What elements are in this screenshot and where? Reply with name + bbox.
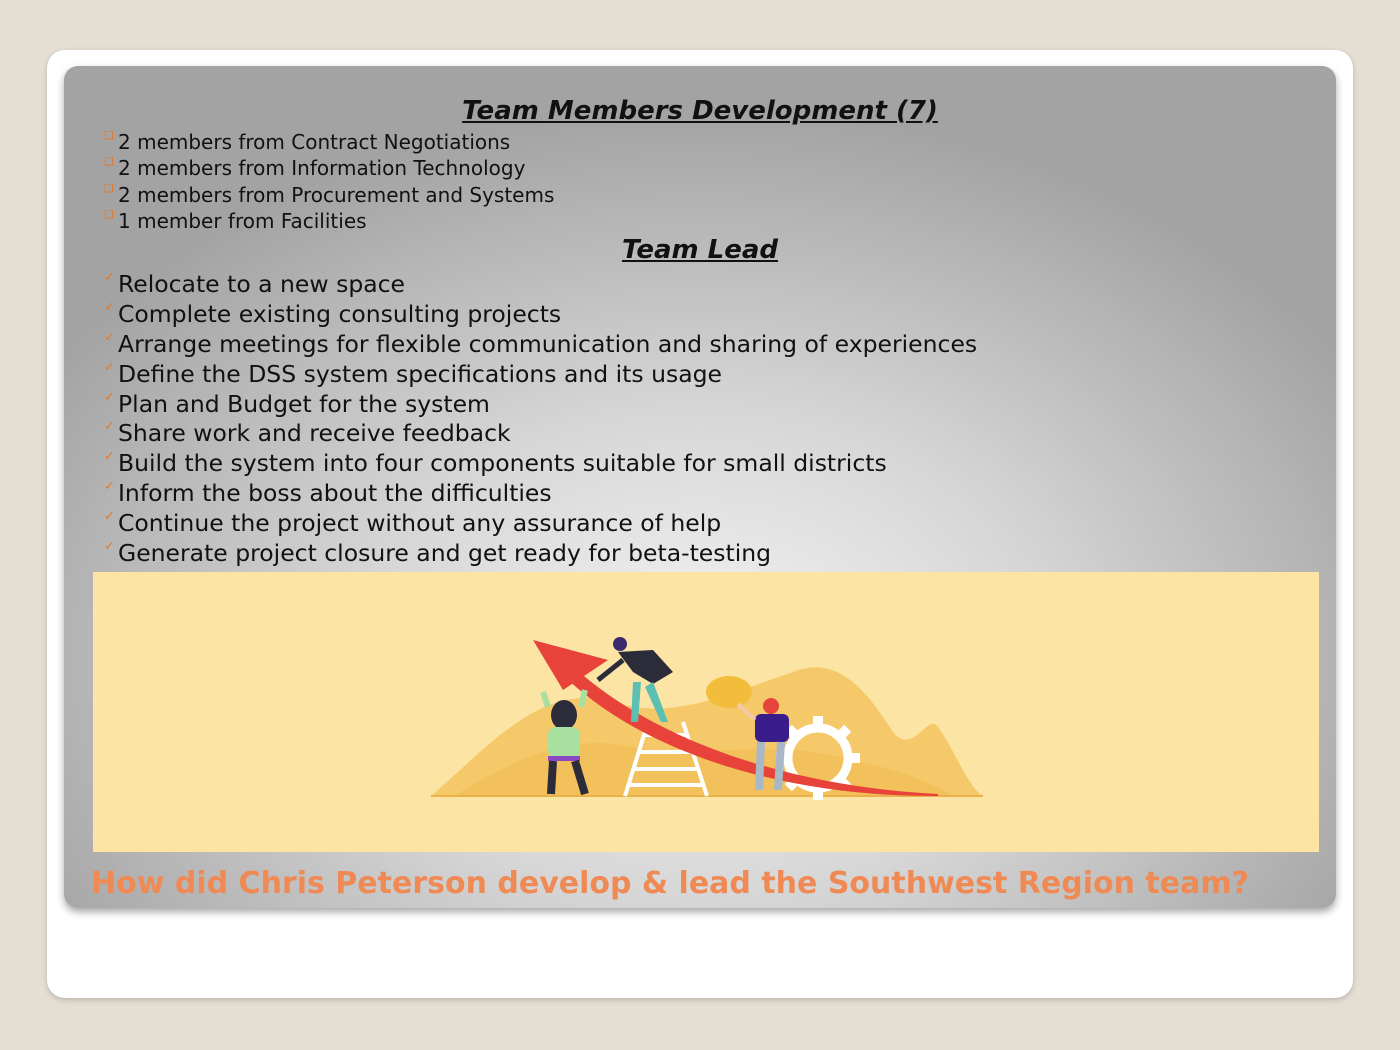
list-item xyxy=(104,155,554,181)
duty-text: Arrange meetings for flexible communication and sharing of experiences xyxy=(118,329,978,358)
duty-text: Relocate to a new space xyxy=(118,270,406,298)
list-item xyxy=(104,129,554,155)
checkmark-icon: ✓ xyxy=(104,270,115,285)
duty-text: Generate project closure and get ready for beta-testing xyxy=(118,539,772,568)
coin-icon xyxy=(706,676,752,708)
list-item xyxy=(104,270,977,300)
list-item xyxy=(104,449,977,479)
member-text: 2 members from Procurement and Systems xyxy=(118,182,555,207)
member-text: 2 members from Information Technology xyxy=(118,156,526,181)
checkmark-icon: ✓ xyxy=(104,329,115,345)
duty-text: Complete existing consulting projects xyxy=(118,299,562,328)
list-item xyxy=(104,479,977,509)
duty-text: Plan and Budget for the system xyxy=(118,389,490,418)
team-members-heading: Team Members Development (7) xyxy=(462,96,938,126)
duty-text: Build the system into four components suitable for small districts xyxy=(118,449,887,478)
hollow-square-icon: ❑ xyxy=(104,207,114,221)
checkmark-icon: ✓ xyxy=(104,479,115,495)
list-item xyxy=(104,182,554,208)
growth-arrow-teamwork-illustration xyxy=(93,572,1319,852)
list-item xyxy=(104,419,977,449)
hollow-square-icon: ❑ xyxy=(104,129,114,142)
list-item xyxy=(104,330,977,360)
checkmark-icon: ✓ xyxy=(104,389,115,405)
members-list xyxy=(104,129,554,234)
illustration-svg xyxy=(93,572,1319,852)
duty-text: Define the DSS system specifications and its usage xyxy=(118,359,723,388)
team-lead-heading: Team Lead xyxy=(621,235,779,265)
checkmark-icon: ✓ xyxy=(104,509,115,525)
list-item xyxy=(104,509,977,539)
duty-text: Inform the boss about the difficulties xyxy=(118,479,552,508)
question-caption: How did Chris Peterson develop & lead the Southwest Region team? xyxy=(91,866,1250,901)
list-item xyxy=(104,360,977,390)
duties-list xyxy=(104,270,977,569)
checkmark-icon: ✓ xyxy=(104,449,115,465)
checkmark-icon: ✓ xyxy=(104,419,115,435)
hollow-square-icon: ❑ xyxy=(104,181,114,195)
member-text: 1 member from Facilities xyxy=(118,208,367,233)
checkmark-icon: ✓ xyxy=(104,299,115,315)
list-item xyxy=(104,390,977,420)
hollow-square-icon: ❑ xyxy=(104,155,114,169)
list-item xyxy=(104,539,977,569)
duty-text: Continue the project without any assurance of help xyxy=(118,509,722,538)
member-text: 2 members from Contract Negotiations xyxy=(118,130,511,154)
checkmark-icon: ✓ xyxy=(104,359,115,375)
list-item xyxy=(104,208,554,234)
checkmark-icon: ✓ xyxy=(104,539,115,555)
duty-text: Share work and receive feedback xyxy=(118,419,511,448)
list-item xyxy=(104,300,977,330)
content-panel xyxy=(64,66,1336,908)
